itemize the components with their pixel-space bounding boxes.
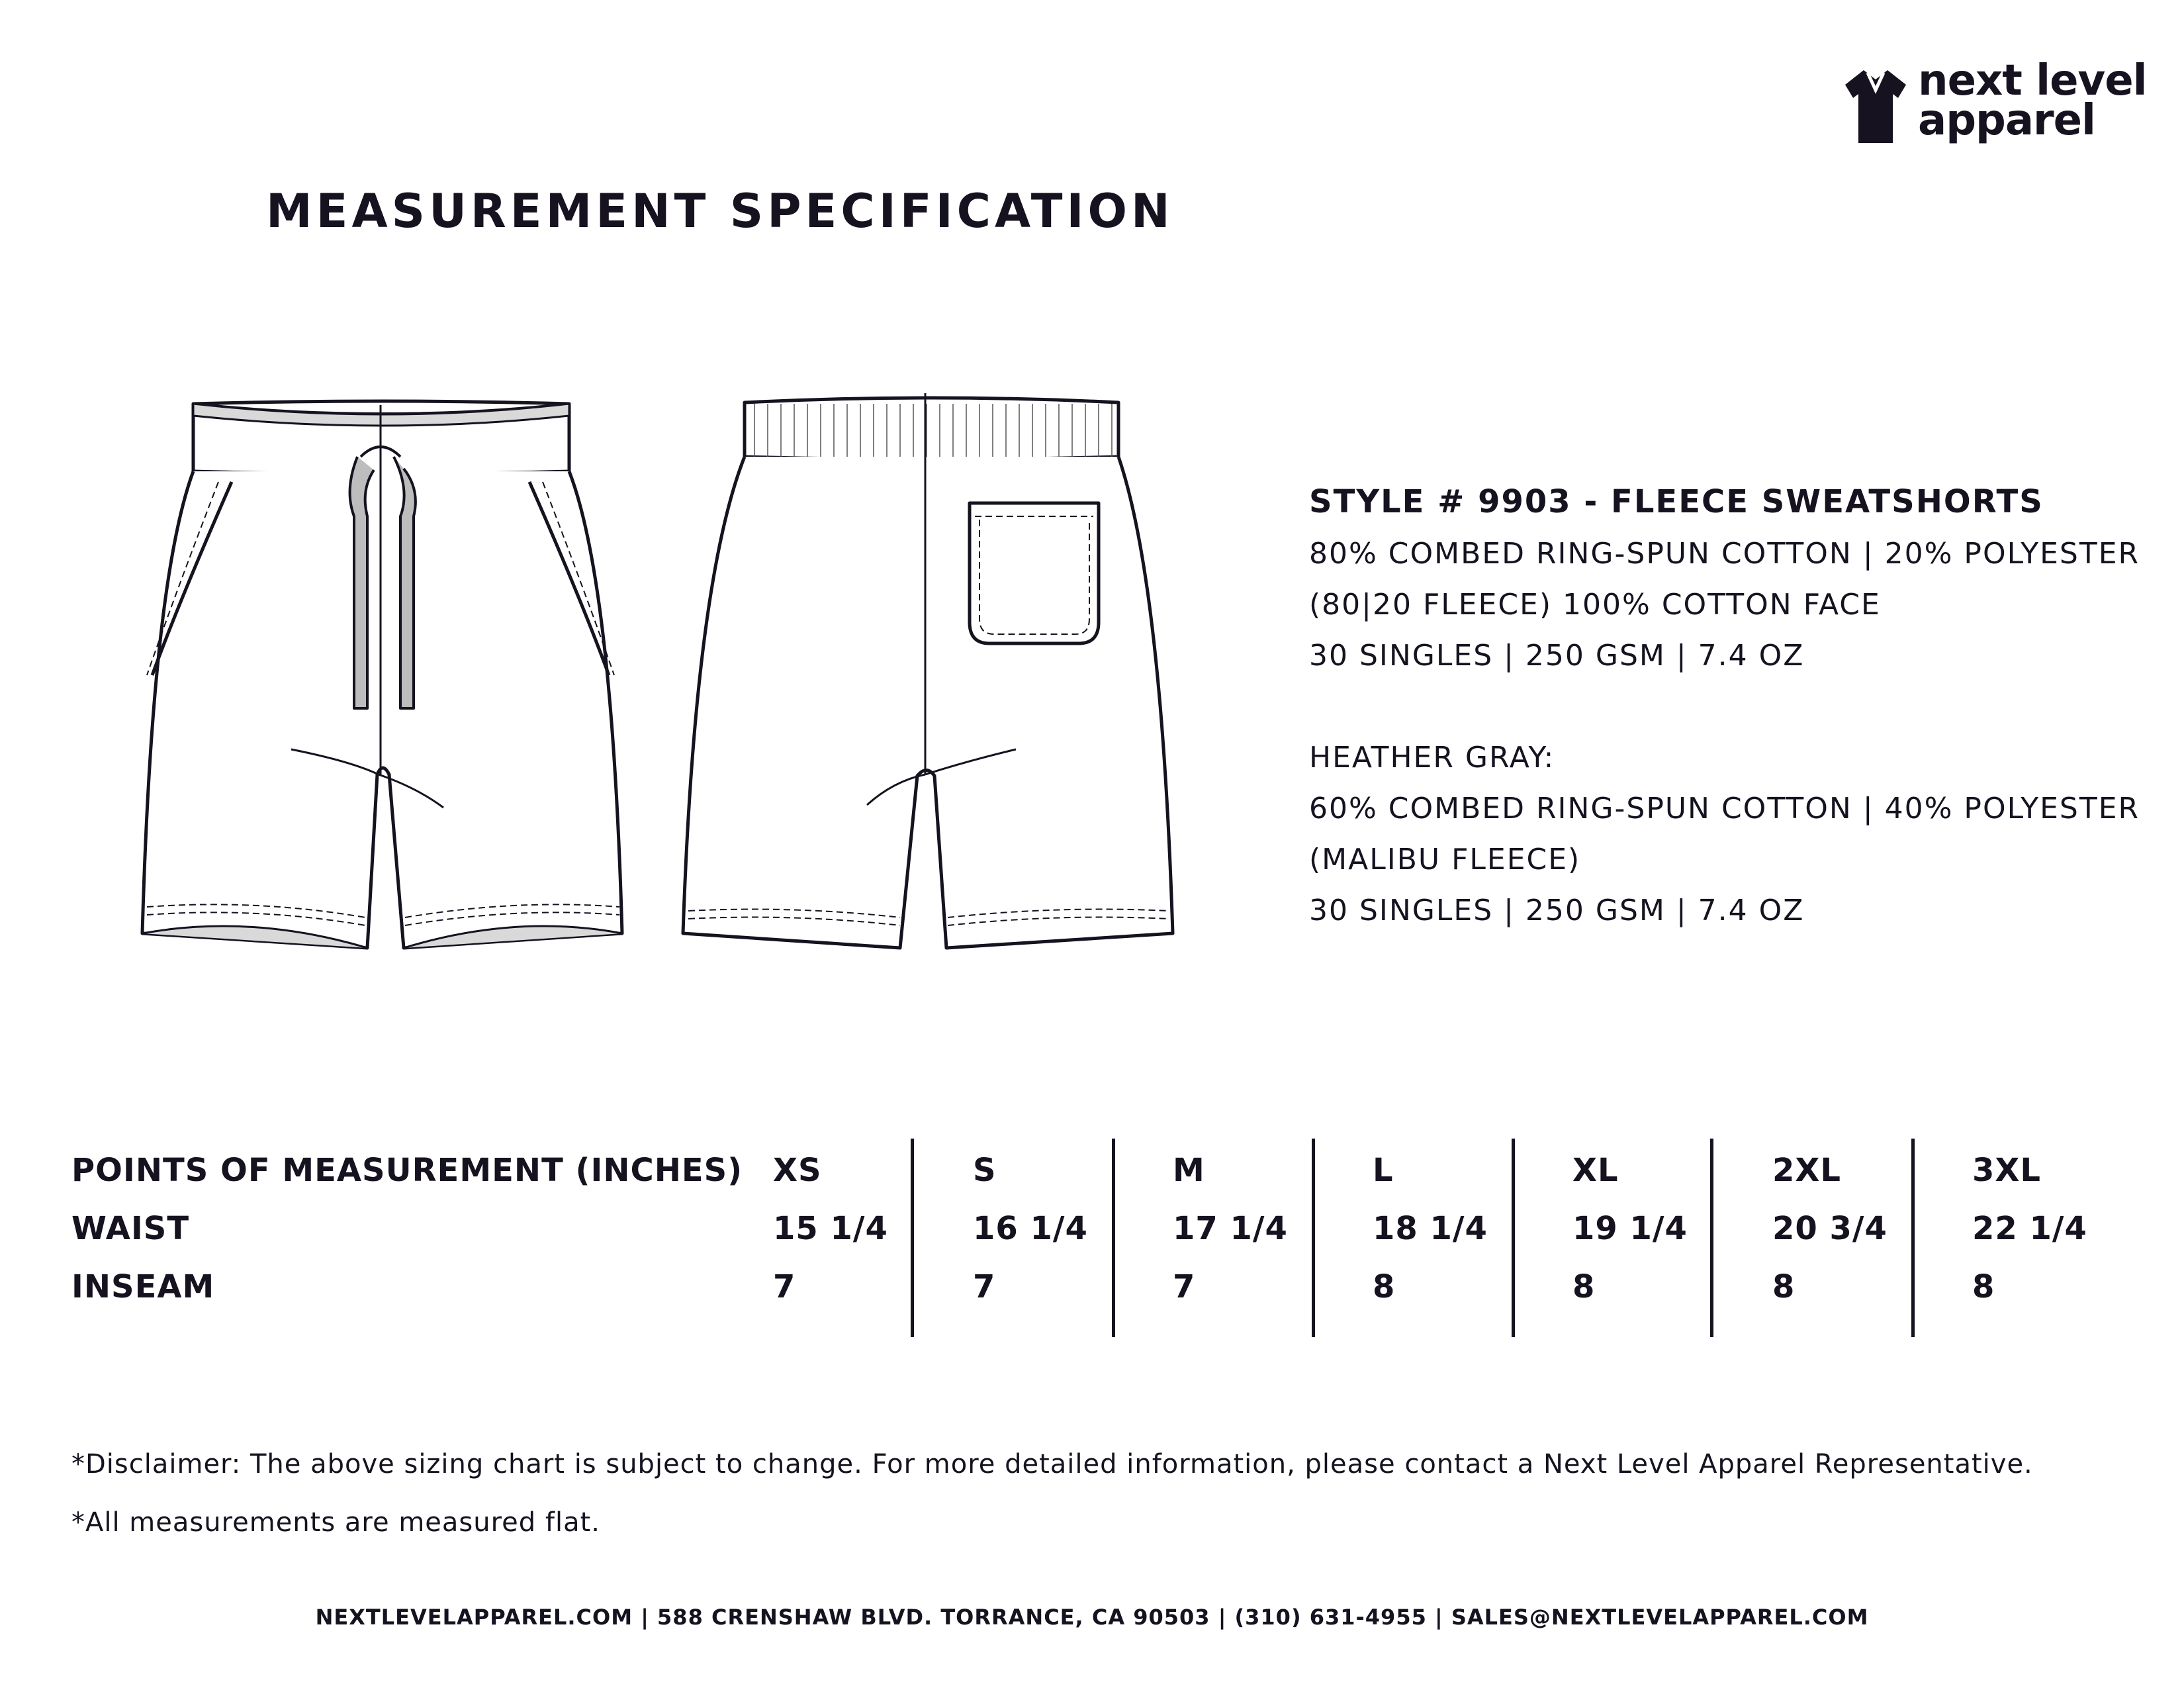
heather-line-1: 60% COMBED RING-SPUN COTTON | 40% POLYESTER	[1309, 792, 2140, 825]
size-header-m: M	[1173, 1152, 1205, 1189]
row-label-inseam: INSEAM	[71, 1268, 215, 1305]
waist-m: 17 1/4	[1173, 1210, 1288, 1247]
page-title: MEASUREMENT SPECIFICATION	[266, 184, 1174, 238]
style-heading: STYLE # 9903 - FLEECE SWEATSHORTS	[1309, 483, 2044, 520]
brand-name-line2: apparel	[1918, 96, 2095, 145]
disclaimers	[71, 1435, 2033, 1552]
table-header-label: POINTS OF MEASUREMENT (INCHES)	[71, 1152, 743, 1189]
disclaimer-sizing: *Disclaimer: The above sizing chart is subject to change. For more detailed information, please contact a Next Level Apparel Representative.	[71, 1449, 2033, 1479]
fabric-line-3: 30 SINGLES | 250 GSM | 7.4 OZ	[1309, 639, 1805, 673]
back-shorts-drawing	[668, 384, 1185, 960]
size-table	[71, 1139, 2110, 1337]
brand-name-line1: next level	[1918, 56, 2147, 105]
spacer	[1309, 681, 2156, 732]
waist-s: 16 1/4	[973, 1210, 1088, 1247]
fabric-line-2: (80|20 FLEECE) 100% COTTON FACE	[1309, 588, 1881, 622]
waist-2xl: 20 3/4	[1772, 1210, 1888, 1247]
size-header-2xl: 2XL	[1772, 1152, 1841, 1189]
size-header-xs: XS	[773, 1152, 822, 1189]
size-header-s: S	[973, 1152, 997, 1189]
size-header-xl: XL	[1572, 1152, 1619, 1189]
shirt-logo-icon	[1840, 66, 1911, 146]
inseam-2xl: 8	[1772, 1268, 1796, 1305]
waist-3xl: 22 1/4	[1972, 1210, 2087, 1247]
brand-logo	[1840, 56, 2158, 154]
column-divider	[1112, 1139, 1115, 1337]
column-divider	[1312, 1139, 1315, 1337]
footer-contact: NEXTLEVELAPPAREL.COM | 588 CRENSHAW BLVD. TORRANCE, CA 90503 | (310) 631-4955 | SALES@NEXTLEVELAPPAREL.COM	[315, 1605, 1869, 1630]
heather-line-2: (MALIBU FLEECE)	[1309, 843, 1581, 876]
waist-xl: 19 1/4	[1572, 1210, 1688, 1247]
column-divider	[1512, 1139, 1515, 1337]
inseam-m: 7	[1173, 1268, 1196, 1305]
inseam-3xl: 8	[1972, 1268, 1995, 1305]
inseam-s: 7	[973, 1268, 996, 1305]
heather-line-3: 30 SINGLES | 250 GSM | 7.4 OZ	[1309, 894, 1805, 927]
column-divider	[1911, 1139, 1915, 1337]
size-header-l: L	[1373, 1152, 1394, 1189]
column-divider	[911, 1139, 914, 1337]
heather-heading: HEATHER GRAY:	[1309, 741, 1555, 774]
inseam-xs: 7	[773, 1268, 796, 1305]
inseam-l: 8	[1373, 1268, 1396, 1305]
waist-xs: 15 1/4	[773, 1210, 888, 1247]
front-shorts-drawing	[132, 384, 635, 960]
disclaimer-measured-flat: *All measurements are measured flat.	[71, 1507, 600, 1538]
column-divider	[1710, 1139, 1713, 1337]
style-specification	[1309, 475, 2156, 936]
fabric-line-1: 80% COMBED RING-SPUN COTTON | 20% POLYESTER	[1309, 537, 2140, 571]
waist-l: 18 1/4	[1373, 1210, 1488, 1247]
inseam-xl: 8	[1572, 1268, 1596, 1305]
row-label-waist: WAIST	[71, 1210, 190, 1247]
size-header-3xl: 3XL	[1972, 1152, 2041, 1189]
brand-wordmark	[1918, 56, 2147, 145]
